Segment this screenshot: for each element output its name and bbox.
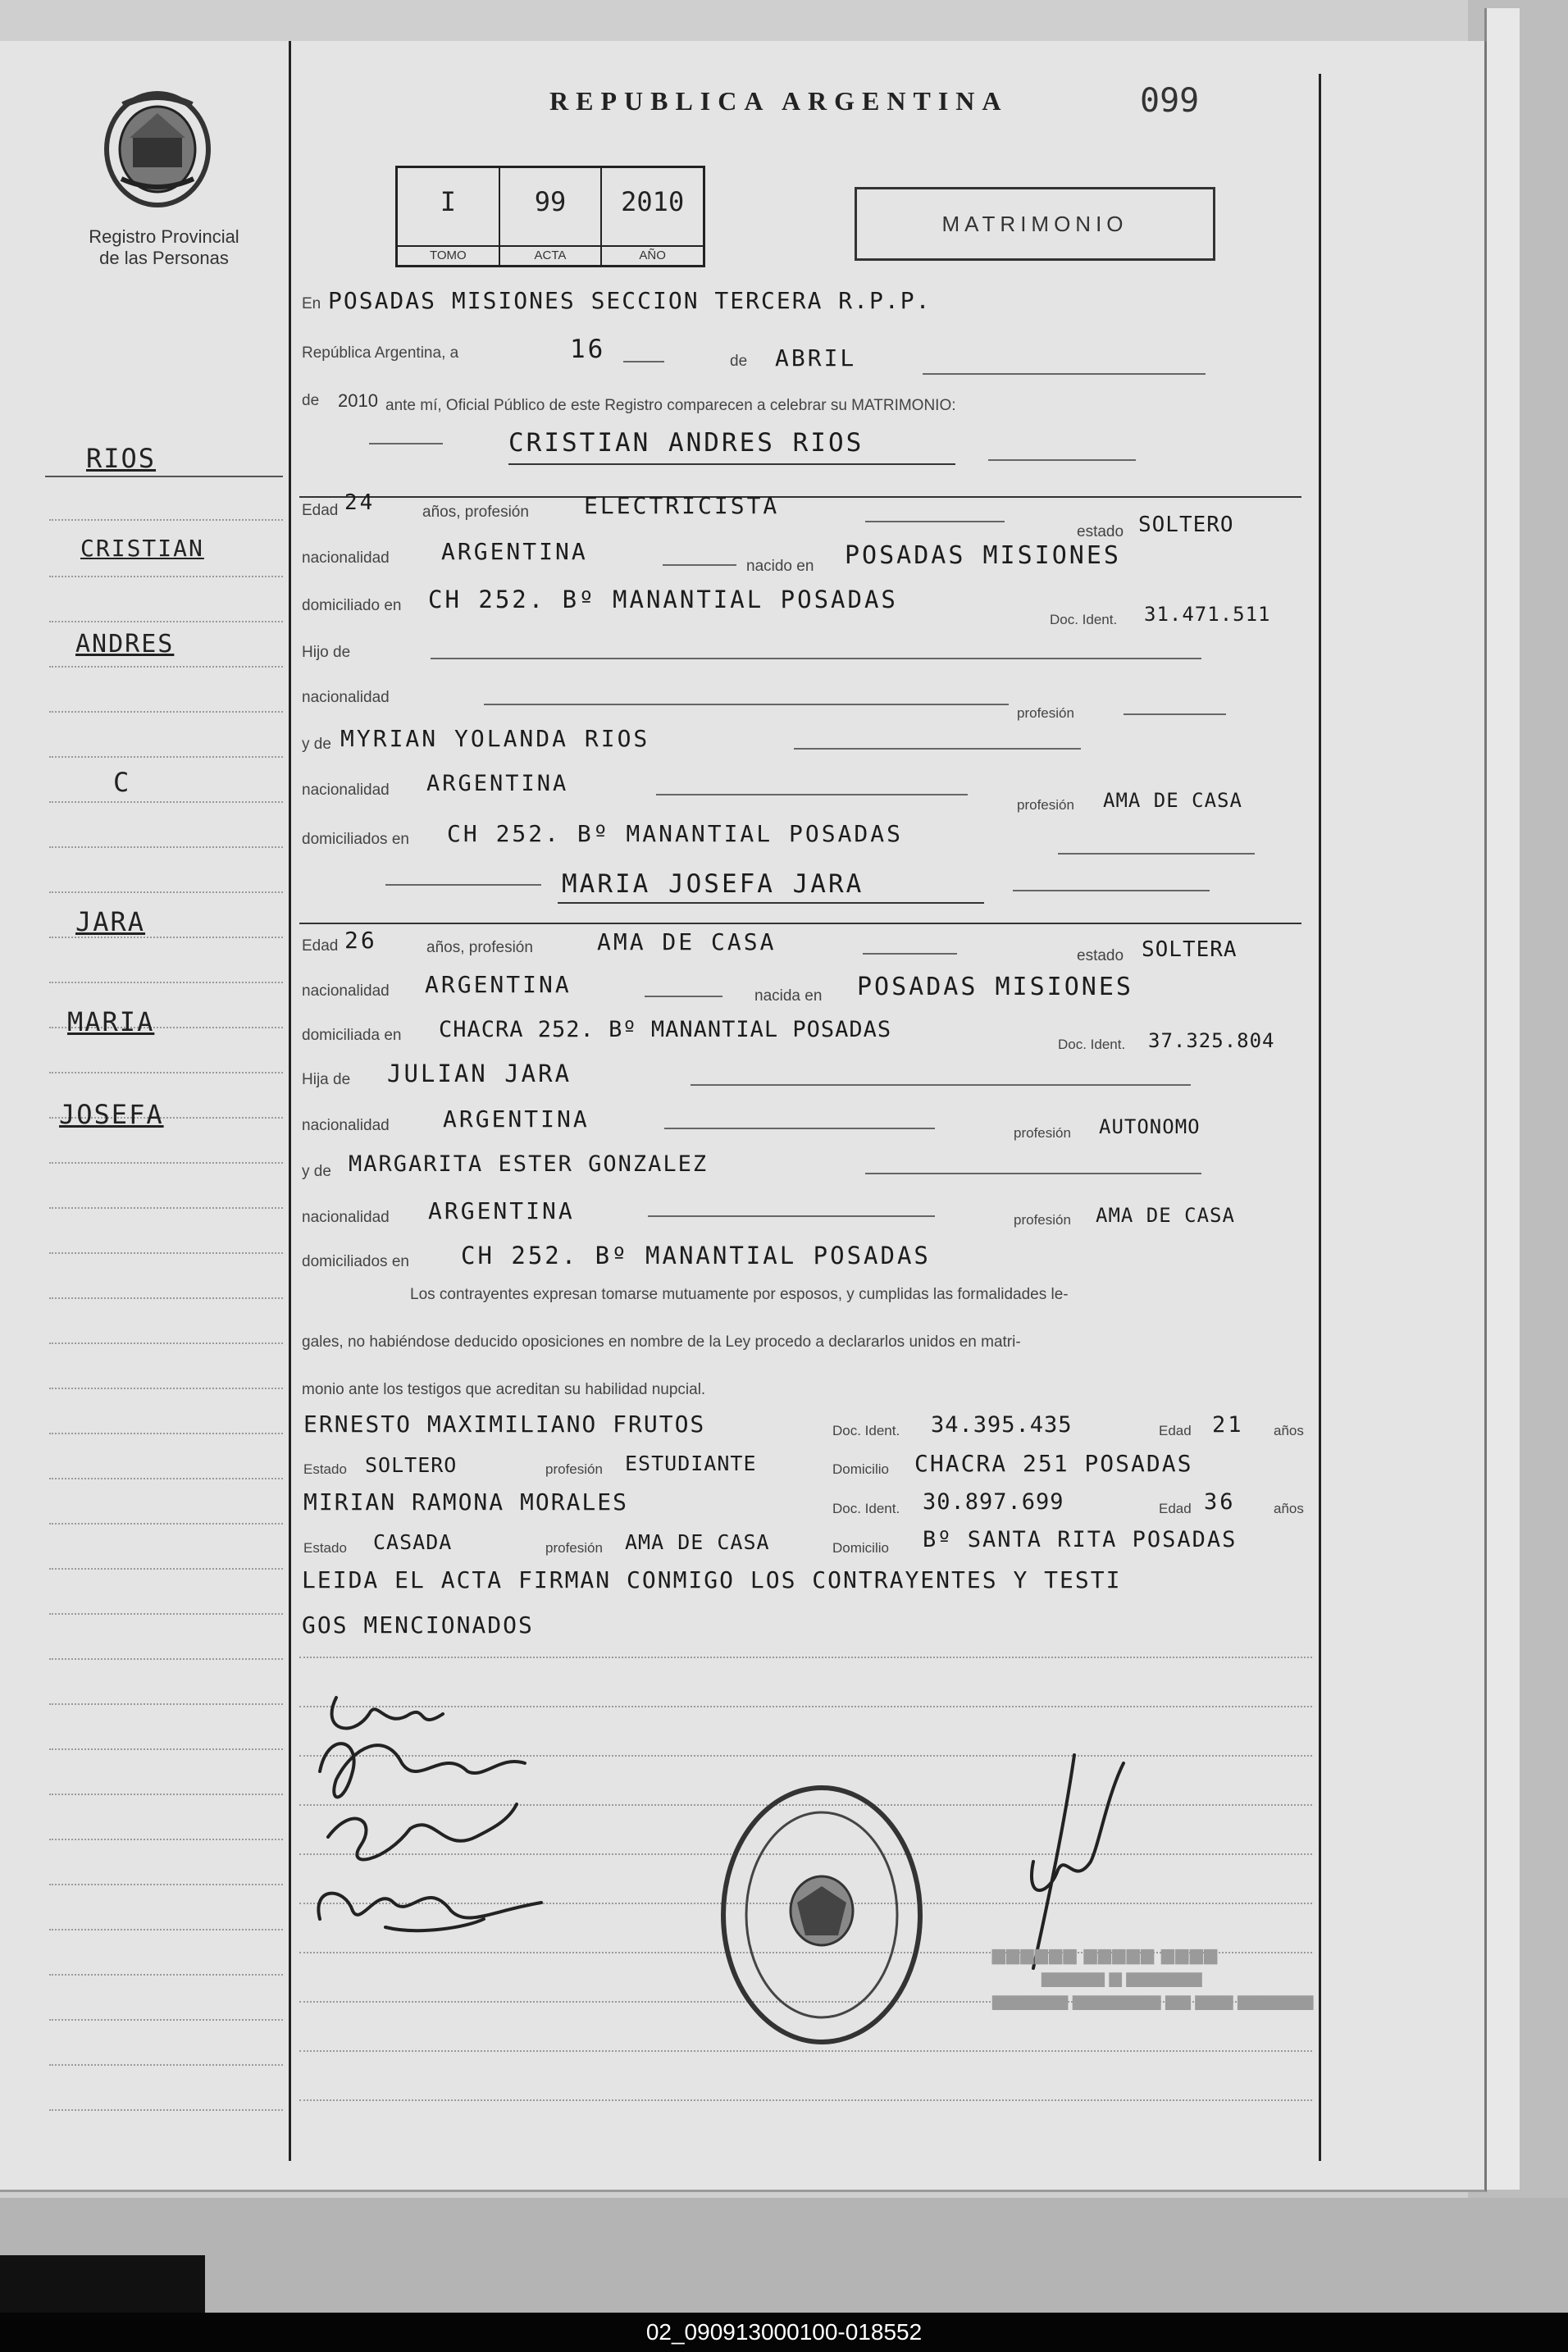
witness1-estado-label: Estado	[303, 1461, 347, 1477]
bride-estado: SOLTERA	[1142, 937, 1238, 962]
tomo-label: TOMO	[398, 245, 499, 265]
bride-hija-label: Hija de	[302, 1071, 351, 1088]
witness1-profesion-label: profesión	[545, 1461, 603, 1477]
witness2-profesion-label: profesión	[545, 1540, 603, 1556]
ano-cell	[602, 168, 703, 265]
name2-underline	[558, 902, 984, 904]
bride-padres-dom-label: domiciliados en	[302, 1253, 409, 1270]
bride-nac-dash	[645, 996, 722, 997]
bride-madre-nac: ARGENTINA	[428, 1197, 575, 1224]
bride-doc: 37.325.804	[1148, 1029, 1275, 1052]
groom-madre-dash	[794, 748, 1081, 750]
bride-name: MARIA JOSEFA JARA	[562, 869, 864, 899]
margin-initial: C	[113, 767, 131, 798]
groom-father-prof-label: profesión	[1017, 705, 1074, 721]
ano-value: 2010	[621, 186, 685, 217]
month-value: ABRIL	[775, 344, 857, 371]
bride-prof-dash	[863, 953, 957, 955]
witness2-anos-label: años	[1274, 1501, 1304, 1516]
official-printed-stamp: ▆▆▆▆▆▆ ▆▆▆▆▆ ▆▆▆▆ ▆▆▆▆▆ ▆ ▆▆▆▆▆▆ ▆▆▆▆▆▆ ▆▆▆▆▆▆▆ ▆▆ ▆▆▆ ▆▆▆▆▆▆	[992, 1946, 1314, 2010]
witness1-estado: SOLTERO	[365, 1453, 458, 1477]
bride-edad: 26	[344, 927, 377, 954]
groom-domicilio: CH 252. Bº MANANTIAL POSADAS	[428, 586, 898, 613]
groom-father-prof-dash	[1124, 713, 1226, 715]
witness1-profesion: ESTUDIANTE	[625, 1452, 757, 1475]
margin-second-name: ANDRES	[75, 630, 175, 659]
name1-dash-right	[988, 459, 1136, 461]
bride-padres-dom: CH 252. Bº MANANTIAL POSADAS	[461, 1242, 931, 1269]
witness1-domicilio: CHACRA 251 POSADAS	[914, 1450, 1193, 1477]
groom-nacido-label: nacido en	[746, 558, 814, 575]
name1-dash-left	[369, 443, 443, 444]
bride-madre-dash	[865, 1173, 1201, 1174]
bride-profesion: AMA DE CASA	[597, 928, 777, 955]
witness2-estado-label: Estado	[303, 1540, 347, 1556]
witness2-domicilio: Bº SANTA RITA POSADAS	[923, 1527, 1238, 1552]
groom-prof-dash	[865, 521, 1005, 522]
bottom-shadow	[0, 2198, 1568, 2313]
groom-edad-label: Edad	[302, 502, 339, 519]
name2-dash-right	[1013, 890, 1210, 891]
groom-nacido: POSADAS MISIONES	[845, 541, 1121, 570]
groom-estado: SOLTERO	[1138, 513, 1234, 537]
acta-label: ACTA	[500, 245, 601, 265]
groom-nac-dash	[663, 564, 736, 566]
margin-first-name: CRISTIAN	[80, 535, 204, 562]
bride-estado-label: estado	[1077, 947, 1124, 964]
bride-madre-prof-label: profesión	[1014, 1212, 1071, 1228]
bride-padre: JULIAN JARA	[387, 1060, 572, 1087]
groom-estado-label: estado	[1077, 523, 1124, 540]
bride-nacionalidad: ARGENTINA	[425, 971, 572, 998]
margin-second-name-2: JOSEFA	[59, 1099, 164, 1130]
tomo-value: I	[440, 186, 456, 217]
bride-section-divider	[299, 923, 1301, 924]
bride-edad-label: Edad	[302, 937, 339, 955]
closing-line-2: GOS MENCIONADOS	[302, 1611, 534, 1639]
image-caption: 02_090913000100-018552	[0, 2313, 1568, 2352]
bride-padre-prof: AUTONOMO	[1099, 1115, 1201, 1138]
book-edge-inner	[1484, 8, 1520, 2190]
groom-hijo-label: Hijo de	[302, 644, 351, 661]
groom-madre-nac: ARGENTINA	[426, 771, 569, 796]
groom-nacionalidad-label: nacionalidad	[302, 549, 390, 567]
groom-padres-dom-label: domiciliados en	[302, 831, 409, 848]
bride-padre-nac-label: nacionalidad	[302, 1117, 390, 1134]
register-box	[395, 166, 705, 267]
bride-madre-nac-label: nacionalidad	[302, 1209, 390, 1226]
bride-padre-nac-dash	[664, 1128, 935, 1129]
declaration-line-2: gales, no habiéndose deducido oposiciones en nombre de la Ley procedo a declararlos unidos en matri-	[302, 1333, 1021, 1351]
groom-domicilio-label: domiciliado en	[302, 597, 402, 614]
closing-line-1: LEIDA EL ACTA FIRMAN CONMIGO LOS CONTRAYENTES Y TESTI	[302, 1566, 1122, 1593]
witness2-doc: 30.897.699	[923, 1489, 1064, 1515]
witness2-doc-label: Doc. Ident.	[832, 1501, 900, 1516]
year-value: 2010	[338, 390, 378, 411]
declaration-line-1: Los contrayentes expresan tomarse mutuamente por esposos, y cumplidas las formalidades le-	[410, 1286, 1069, 1303]
bride-padre-dash	[691, 1084, 1191, 1086]
witness2-profesion: AMA DE CASA	[625, 1530, 770, 1554]
right-margin-line	[1319, 74, 1321, 2161]
groom-madre-label: y de	[302, 736, 331, 753]
bride-madre: MARGARITA ESTER GONZALEZ	[349, 1151, 709, 1177]
witness1-edad: 21	[1212, 1412, 1244, 1438]
provincial-seal-logo	[97, 89, 218, 210]
margin-first-name-2: MARIA	[67, 1006, 155, 1037]
bride-madre-label: y de	[302, 1163, 331, 1180]
groom-madre-nac-label: nacionalidad	[302, 782, 390, 799]
de-label: de	[730, 353, 748, 370]
witness2-domicilio-label: Domicilio	[832, 1540, 889, 1556]
organization-name: Registro Provincial de las Personas	[89, 226, 239, 268]
bride-padre-nac: ARGENTINA	[443, 1105, 590, 1133]
margin-surname-2: JARA	[75, 906, 146, 937]
day-dash	[623, 361, 664, 362]
name1-underline	[508, 463, 955, 465]
tomo-cell	[398, 168, 500, 265]
groom-nacionalidad: ARGENTINA	[441, 538, 588, 565]
ante-mi-text: ante mí, Oficial Público de este Registro comparecen a celebrar su MATRIMONIO:	[385, 397, 956, 414]
bride-madre-nac-dash	[648, 1215, 935, 1217]
bride-nacida-label: nacida en	[754, 987, 823, 1005]
bride-profesion-label: años, profesión	[426, 939, 533, 956]
place-value: POSADAS MISIONES SECCION TERCERA R.P.P.	[328, 287, 932, 314]
groom-father-nac-dash	[484, 704, 1009, 705]
bride-madre-prof: AMA DE CASA	[1096, 1204, 1235, 1227]
month-dash	[923, 373, 1206, 375]
margin-divider	[289, 41, 291, 2161]
acta-cell	[500, 168, 603, 265]
margin-surname: RIOS	[86, 443, 157, 474]
groom-doc-label: Doc. Ident.	[1050, 612, 1118, 627]
bride-domicilio-label: domiciliada en	[302, 1027, 402, 1044]
bride-padre-prof-label: profesión	[1014, 1125, 1071, 1141]
groom-madre: MYRIAN YOLANDA RIOS	[340, 725, 650, 752]
witness1-doc-label: Doc. Ident.	[832, 1423, 900, 1438]
document-type-box: MATRIMONIO	[855, 187, 1215, 261]
en-label: En	[302, 295, 321, 312]
witness1-domicilio-label: Domicilio	[832, 1461, 889, 1477]
groom-madre-nac-dash	[656, 794, 968, 795]
groom-edad: 24	[344, 490, 376, 515]
bride-nacionalidad-label: nacionalidad	[302, 982, 390, 1000]
groom-profesion: ELECTRICISTA	[584, 492, 780, 519]
name2-dash-left	[385, 884, 541, 886]
groom-padres-dom-dash	[1058, 853, 1255, 855]
official-signature	[1017, 1747, 1140, 1976]
ano-label: AÑO	[602, 245, 703, 265]
bride-doc-label: Doc. Ident.	[1058, 1037, 1126, 1052]
groom-doc: 31.471.511	[1144, 603, 1271, 626]
bottom-dark-corner	[0, 2255, 205, 2313]
bride-domicilio: CHACRA 252. Bº MANANTIAL POSADAS	[439, 1017, 892, 1042]
folio-number: 099	[1140, 82, 1200, 120]
republica-label: República Argentina, a	[302, 344, 459, 362]
registry-seal-stamp	[715, 1780, 928, 2050]
witness2-estado: CASADA	[373, 1530, 453, 1554]
groom-father-nac-label: nacionalidad	[302, 689, 390, 706]
groom-section-divider	[299, 496, 1301, 498]
declaration-line-3: monio ante los testigos que acreditan su habilidad nupcial.	[302, 1381, 706, 1398]
day-value: 16	[570, 335, 606, 364]
groom-madre-prof-label: profesión	[1017, 797, 1074, 813]
witness1-edad-label: Edad	[1159, 1423, 1192, 1438]
witness2-edad-label: Edad	[1159, 1501, 1192, 1516]
groom-name: CRISTIAN ANDRES RIOS	[508, 428, 864, 458]
groom-padres-dom: CH 252. Bº MANANTIAL POSADAS	[447, 820, 904, 847]
year-label: de	[302, 392, 320, 409]
witness2-name: MIRIAN RAMONA MORALES	[303, 1488, 629, 1516]
bride-nacida: POSADAS MISIONES	[857, 973, 1133, 1001]
page-title: REPUBLICA ARGENTINA	[549, 86, 1009, 116]
witness1-doc: 34.395.435	[931, 1412, 1073, 1438]
groom-father-dash	[431, 658, 1201, 659]
party-signatures	[303, 1681, 549, 1944]
acta-value: 99	[534, 186, 567, 217]
witness2-edad: 36	[1204, 1489, 1236, 1515]
witness1-anos-label: años	[1274, 1423, 1304, 1438]
groom-profesion-label: años, profesión	[422, 504, 529, 521]
groom-madre-prof: AMA DE CASA	[1103, 789, 1242, 812]
witness1-name: ERNESTO MAXIMILIANO FRUTOS	[303, 1411, 706, 1438]
